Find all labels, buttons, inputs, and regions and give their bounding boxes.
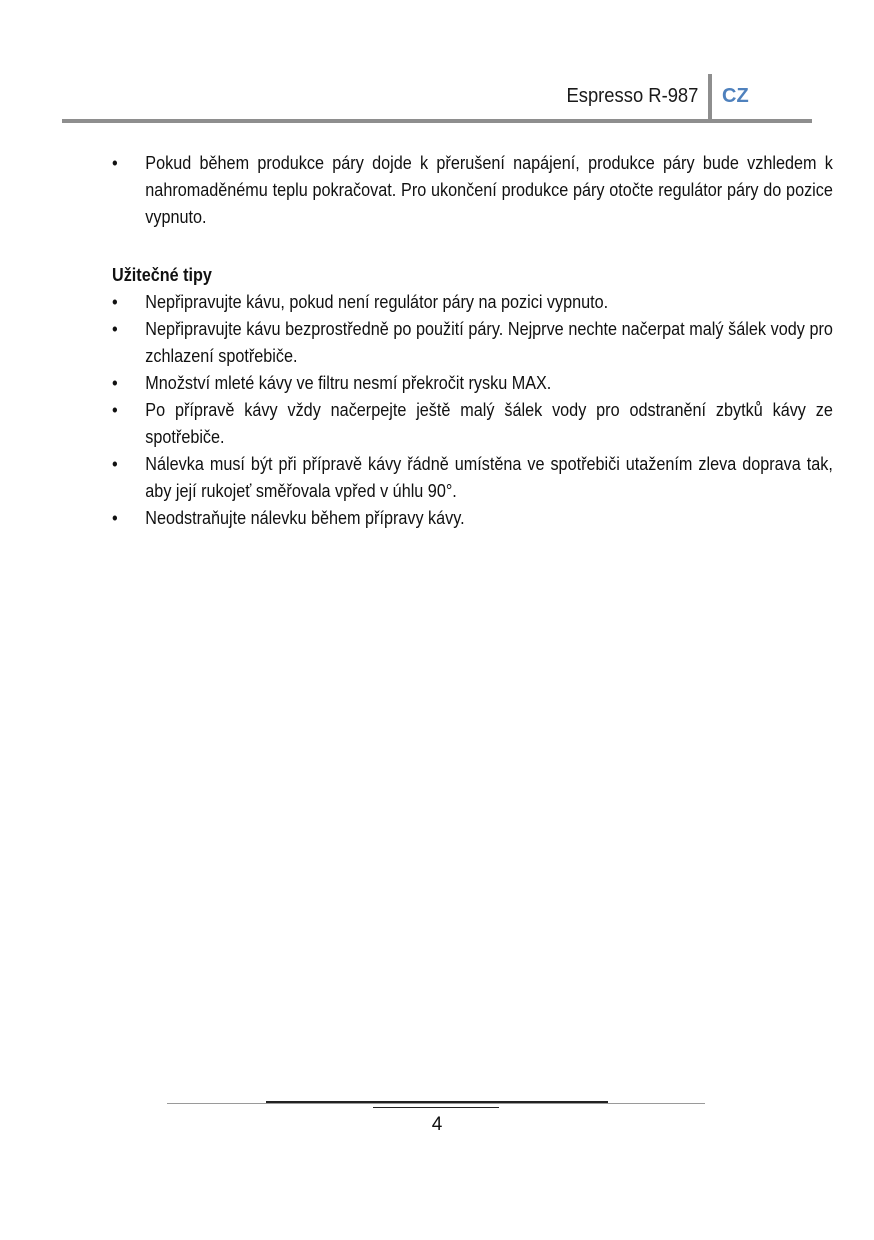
header-rule [62,119,812,123]
bullet-icon: • [112,508,118,528]
list-item [112,505,833,532]
list-item-text: Nepřipravujte kávu, pokud není regulátor páry na pozici vypnuto. [145,292,609,312]
list-item-text: Pokud během produkce páry dojde k přerušení napájení, produkce páry bude vzhledem k nahromaděnému teplu pokračovat. Pro ukončení produkce páry otočte regulátor páry do pozice vypnuto. [145,153,833,227]
list-item [112,397,833,451]
list-item-text: Nálevka musí být při přípravě kávy řádně umístěna ve spotřebiči utažením zleva doprava tak, aby její rukojeť směřovala vpřed v úhlu 90°. [145,454,833,501]
footer-rule [373,1107,499,1108]
list-item-text: Neodstraňujte nálevku během přípravy kávy. [145,508,465,528]
list-item-text: Po přípravě kávy vždy načerpejte ještě malý šálek vody pro odstranění zbytků kávy ze spotřebiče. [145,400,833,447]
header-divider [708,74,712,120]
bullet-icon: • [112,153,118,173]
list-item [112,289,833,316]
bullet-icon: • [112,319,118,339]
bullet-icon: • [112,400,118,420]
list-item [112,316,833,370]
header-title: Espresso R-987 [566,85,698,107]
page-content [112,150,833,532]
footer-rule [266,1101,608,1103]
bullet-icon: • [112,292,118,312]
section-heading: Užitečné tipy [112,265,212,285]
bullet-icon: • [112,454,118,474]
intro-list [112,150,833,231]
bullet-icon: • [112,373,118,393]
list-item [112,451,833,505]
list-item [112,370,833,397]
page-number: 4 [431,1114,443,1135]
page-header [0,0,874,130]
footer-rule [167,1103,705,1104]
list-item-text: Nepřipravujte kávu bezprostředně po použití páry. Nejprve nechte načerpat malý šálek vody pro zchlazení spotřebiče. [145,319,833,366]
tips-list [112,289,833,532]
list-item-text: Množství mleté kávy ve filtru nesmí překročit rysku MAX. [145,373,552,393]
language-code: CZ [722,85,749,107]
list-item [112,150,833,231]
